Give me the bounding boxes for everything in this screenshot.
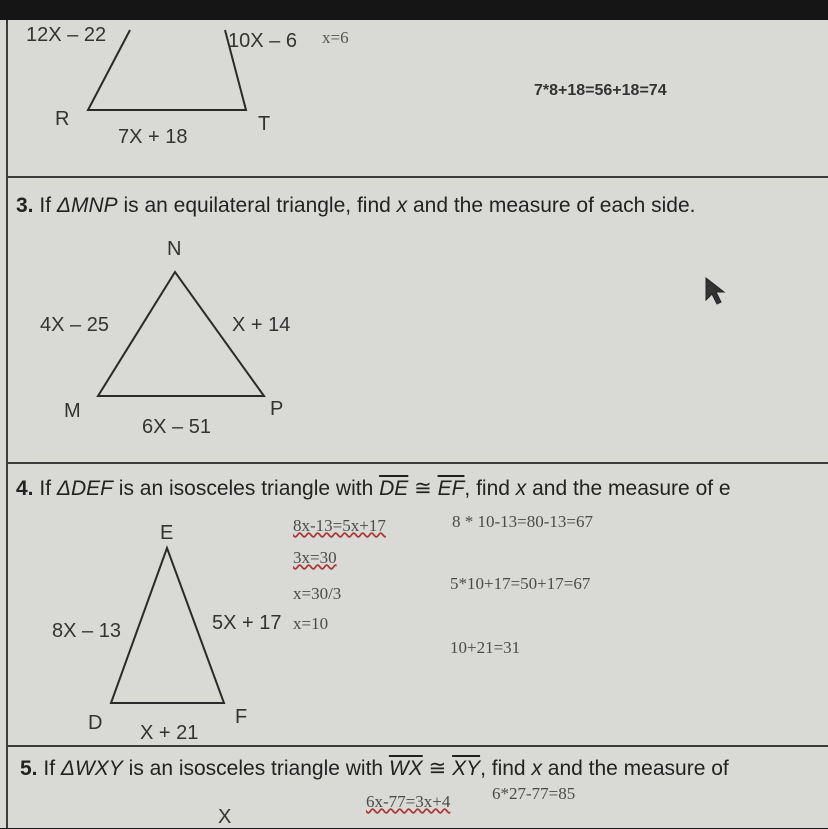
q2-side-bottom-label: 7X + 18 — [118, 126, 188, 148]
q5-var: x — [531, 757, 542, 780]
q5-text-a: If — [43, 757, 61, 780]
q5-number: 5. — [20, 757, 38, 780]
q3-text-c: and the measure of each side. — [407, 194, 696, 217]
q3-text-b: is an equilateral triangle, find — [117, 194, 397, 217]
q3-side-left-label: 4X – 25 — [40, 314, 109, 336]
q2-vertex-t: T — [258, 113, 271, 135]
q4-work-right-2: 5*10+17=50+17=67 — [450, 574, 591, 593]
q4-text-d: and the measure of e — [526, 477, 731, 500]
q3-prompt — [16, 194, 696, 218]
q4-vertex-f: F — [235, 706, 248, 728]
q5-congruent: ≅ — [428, 757, 447, 780]
q2-side-left-label: 12X – 22 — [26, 24, 107, 46]
q5-work-line-2: 6*27-77=85 — [492, 784, 576, 803]
q3-vertex-n: N — [167, 238, 182, 260]
q4-prompt — [16, 476, 731, 501]
q4-text-c: , find — [464, 477, 516, 500]
triangle-def-shape — [111, 548, 224, 703]
q4-segment-ef: $\overline{EF}$ — [437, 477, 465, 500]
q4-text-a: If — [39, 477, 57, 500]
q2-vertex-r: R — [55, 108, 70, 130]
q5-segment-xy: $\overline{XY}$ — [452, 757, 481, 780]
q2-side-right-work: x=6 — [322, 28, 349, 47]
q3-var: x — [396, 194, 408, 217]
q2-work: 7*8+18=56+18=74 — [534, 82, 667, 99]
q4-vertex-e: E — [160, 522, 174, 544]
q4-work-right-1: 8 * 10-13=80-13=67 — [452, 512, 593, 531]
q4-triangle: ΔDEF — [56, 477, 113, 500]
mouse-pointer-icon — [704, 276, 726, 306]
q4-text-b: is an isosceles triangle with — [112, 477, 380, 500]
q3-vertex-p: P — [270, 398, 284, 420]
q4-number: 4. — [16, 477, 34, 500]
q4-side-bottom-label: X + 21 — [140, 722, 199, 744]
q5-text-d: and the measure of — [541, 757, 729, 780]
q5-work-line-1: 6x-77=3x+4 — [366, 792, 451, 811]
q5-text-b: is an isosceles triangle with — [122, 757, 389, 780]
triangle-rst-shape — [88, 30, 246, 110]
q3-side-right-label: X + 14 — [232, 314, 291, 336]
q5-text-c: , find — [480, 757, 532, 780]
q3-side-bottom-label: 6X – 51 — [142, 416, 211, 438]
q3-text-a: If — [39, 194, 57, 217]
q4-vertex-d: D — [88, 712, 103, 734]
q4-side-left-label: 8X – 13 — [52, 620, 121, 642]
q4-congruent: ≅ — [414, 477, 432, 500]
q3-triangle: ΔMNP — [56, 194, 118, 217]
q5-triangle: ΔWXY — [60, 757, 123, 780]
q4-work-line-4: x=10 — [293, 614, 329, 633]
q4-work-line-3: x=30/3 — [293, 584, 342, 603]
q4-side-right-label: 5X + 17 — [212, 612, 282, 634]
q3-number: 3. — [16, 194, 34, 217]
q2-side-right-label: 10X – 6 — [228, 30, 297, 52]
q5-vertex-x: X — [218, 806, 232, 828]
q4-segment-de: $\overline{DE}$ — [379, 477, 409, 500]
q3-vertex-m: M — [64, 400, 81, 422]
q4-var: x — [515, 477, 527, 500]
q4-work-right-3: 10+21=31 — [450, 638, 521, 657]
q5-prompt — [20, 756, 729, 781]
q5-segment-wx: $\overline{WX}$ — [388, 757, 423, 780]
q4-work-line-1: 8x-13=5x+17 — [293, 516, 386, 535]
q4-work-line-2: 3x=30 — [293, 548, 337, 567]
